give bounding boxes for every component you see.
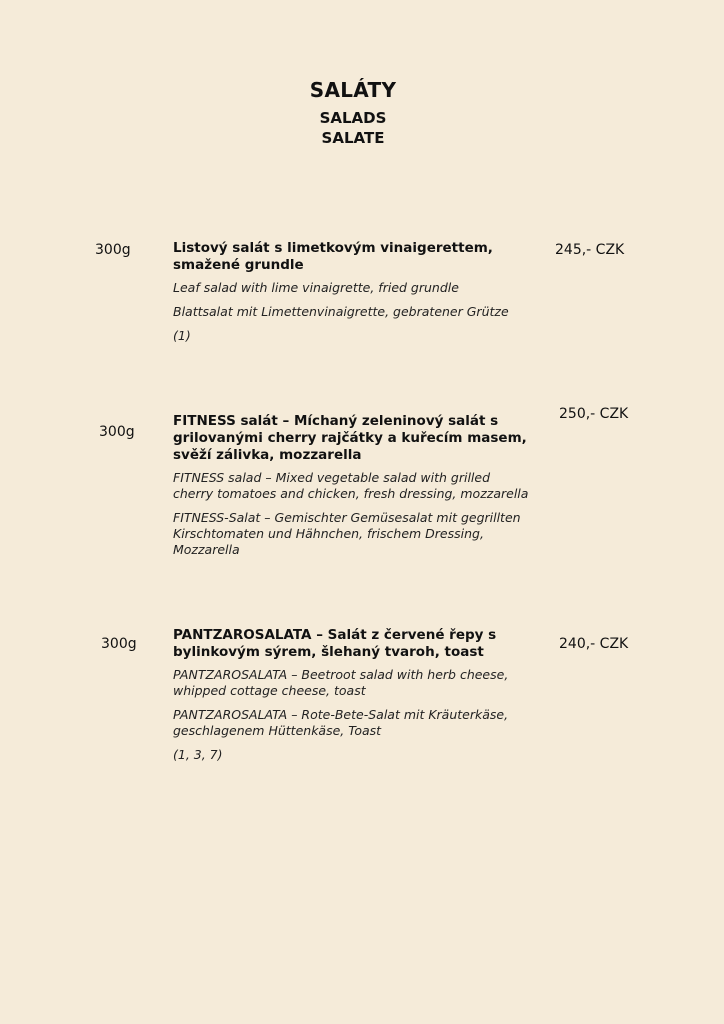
item-allergens: (1, 3, 7) bbox=[173, 747, 223, 762]
item-weight: 300g bbox=[95, 242, 131, 258]
item-weight: 300g bbox=[99, 424, 135, 440]
item-content bbox=[173, 627, 533, 763]
item-desc-de: PANTZAROSALATA – Rote-Bete-Salat mit Kräuterkäse, geschlagenem Hüttenkäse, Toast bbox=[173, 707, 509, 738]
item-content bbox=[173, 240, 533, 344]
page-title: SALÁTY bbox=[309, 78, 397, 102]
item-name: PANTZAROSALATA – Salát z červené řepy s bylinkovým sýrem, šlehaný tvaroh, toast bbox=[173, 627, 497, 660]
item-allergens: (1) bbox=[173, 328, 191, 343]
item-desc-de: Blattsalat mit Limettenvinaigrette, gebratener Grütze bbox=[173, 304, 509, 319]
item-desc-en: PANTZAROSALATA – Beetroot salad with herb cheese, whipped cottage cheese, toast bbox=[173, 667, 509, 698]
menu-header bbox=[0, 78, 706, 148]
item-name: FITNESS salát – Míchaný zeleninový salát s grilovanými cherry rajčátky a kuřecím masem, svěží zálivka, mozzarella bbox=[173, 413, 527, 463]
item-desc-en: Leaf salad with lime vinaigrette, fried grundle bbox=[173, 280, 459, 295]
item-weight: 300g bbox=[101, 636, 137, 652]
subtitle-de: SALATE bbox=[321, 129, 385, 147]
item-desc-en: FITNESS salad – Mixed vegetable salad with grilled cherry tomatoes and chicken, fresh dressing, mozzarella bbox=[173, 470, 529, 501]
subtitle-en: SALADS bbox=[319, 109, 387, 127]
item-price: 245,- CZK bbox=[555, 242, 625, 258]
item-desc-de: FITNESS-Salat – Gemischter Gemüsesalat mit gegrillten Kirschtomaten und Hähnchen, frischem Dressing, Mozzarella bbox=[173, 510, 521, 557]
item-price: 250,- CZK bbox=[559, 406, 629, 422]
item-price: 240,- CZK bbox=[559, 636, 629, 652]
item-content bbox=[173, 413, 533, 566]
item-name: Listový salát s limetkovým vinaigerettem, smažené grundle bbox=[173, 240, 493, 273]
